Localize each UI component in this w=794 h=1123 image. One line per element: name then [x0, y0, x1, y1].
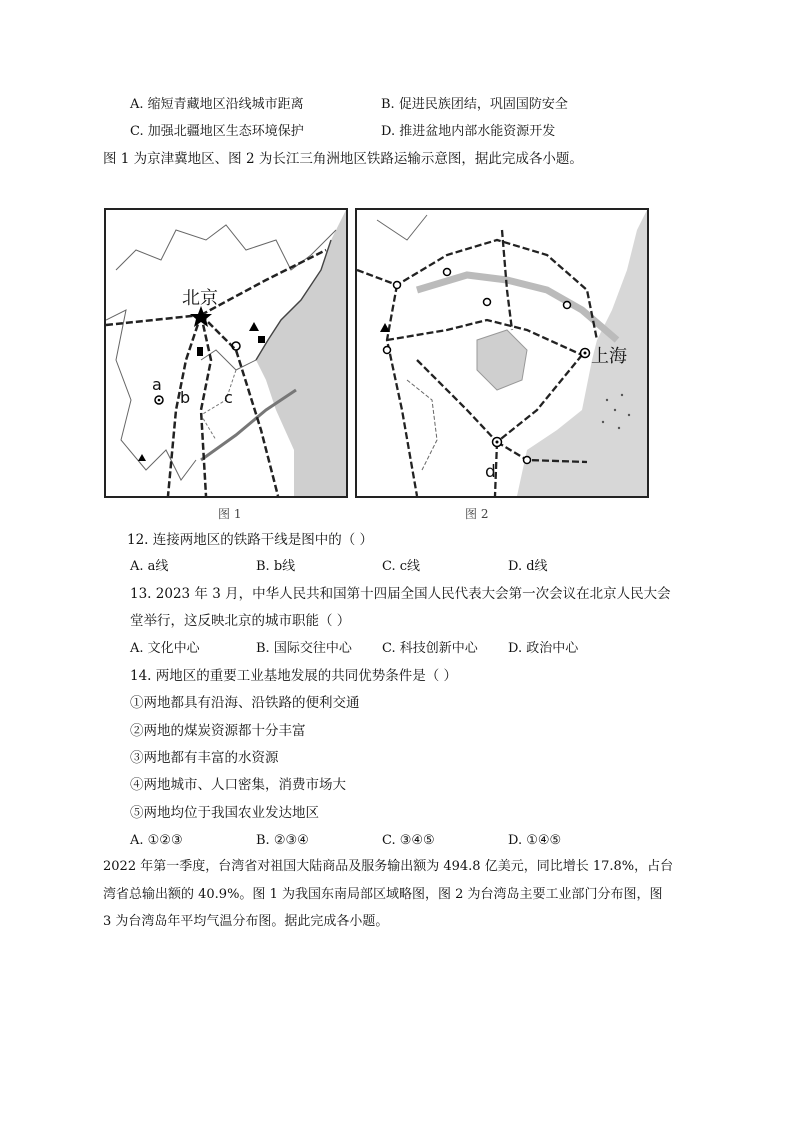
- q12-option-c: C. c线: [382, 559, 421, 574]
- station-icon-1: [394, 282, 401, 289]
- railway-west-line: [106, 315, 201, 325]
- q13-option-d: D. 政治中心: [508, 641, 579, 656]
- q14-option-c: C. ③④⑤: [382, 833, 435, 848]
- shanghai-station-dot: [584, 352, 587, 355]
- q14-item-5: ⑤两地均位于我国农业发达地区: [130, 805, 319, 821]
- q13-option-b: B. 国际交往中心: [256, 641, 352, 656]
- q14-item-4: ④两地城市、人口密集，消费市场大: [130, 777, 346, 793]
- boundary-north: [116, 225, 336, 270]
- figure-2-caption: 图 2: [465, 507, 489, 521]
- q13-option-a: A. 文化中心: [130, 641, 200, 656]
- q12-stem: 12. 连接两地区的铁路干线是图中的（ ）: [127, 532, 374, 548]
- boundary-2: [407, 380, 437, 470]
- q14-option-d: D. ①④⑤: [508, 833, 562, 848]
- q12-option-d: D. d线: [508, 559, 548, 574]
- q14-item-3: ③两地都有丰富的水资源: [130, 750, 279, 766]
- intro2-line3: 3 为台湾岛年平均气温分布图。据此完成各小题。: [103, 914, 389, 929]
- option-c: C. 加强北疆地区生态环境保护: [130, 124, 304, 139]
- option-d: D. 推进盆地内部水能资源开发: [381, 124, 556, 139]
- figure-1-map: [104, 208, 348, 498]
- river: [201, 390, 296, 460]
- intro2-line2: 湾省总输出额的 40.9%。图 1 为我国东南局部区域略图，图 2 为台湾岛主要工业部门分布图，图: [103, 887, 663, 902]
- taihu-lake: [477, 330, 527, 390]
- q13-stem-line2: 堂举行，这反映北京的城市职能（ ）: [130, 613, 351, 629]
- option-b: B. 促进民族团结，巩固国防安全: [381, 97, 568, 112]
- label-b: b: [180, 388, 191, 407]
- q12-option-b: B. b线: [256, 559, 296, 574]
- label-d: d: [485, 462, 496, 482]
- intro-text-1: 图 1 为京津冀地区、图 2 为长江三角洲地区铁路运输示意图，据此完成各小题。: [103, 151, 583, 167]
- station-icon-6: [524, 457, 531, 464]
- figure-2-map: [355, 208, 649, 498]
- option-a: A. 缩短青藏地区沿线城市距离: [130, 97, 304, 112]
- q12-option-a: A. a线: [130, 559, 169, 574]
- city-a-dot: [158, 399, 161, 402]
- q13-stem-line1: 13. 2023 年 3 月，中华人民共和国第十四届全国人民代表大会第一次会议在北京人民大会: [130, 586, 671, 602]
- figure-1-svg: [106, 210, 346, 496]
- q14-stem: 14. 两地区的重要工业基地发展的共同优势条件是（ ）: [130, 668, 458, 684]
- q14-item-1: ①两地都具有沿海、沿铁路的便利交通: [130, 695, 360, 711]
- q14-option-a: A. ①②③: [130, 833, 183, 848]
- mountain-icon-1: [249, 322, 259, 331]
- station-icon-4: [564, 302, 571, 309]
- hangzhou-station-dot: [496, 441, 499, 444]
- railway-north: [357, 240, 597, 340]
- label-beijing: 北京: [182, 288, 218, 309]
- station-icon-3: [484, 299, 491, 306]
- railway-west: [201, 315, 211, 496]
- label-shanghai: 上海: [591, 346, 627, 367]
- intro2-line1: 2022 年第一季度，台湾省对祖国大陆商品及服务输出额为 494.8 亿美元，同比增长 17.8%，占台: [103, 859, 674, 874]
- mountain-icon-2: [138, 454, 146, 461]
- bohai-sea: [256, 210, 346, 496]
- station-icon-2: [444, 269, 451, 276]
- label-c: c: [224, 388, 233, 407]
- port-icon: [258, 336, 265, 343]
- station-icon-5: [384, 347, 391, 354]
- q14-option-b: B. ②③④: [256, 833, 309, 848]
- boundary-1: [377, 215, 427, 240]
- railway-west: [387, 285, 417, 496]
- q13-option-c: C. 科技创新中心: [382, 641, 478, 656]
- q14-item-2: ②两地的煤炭资源都十分丰富: [130, 723, 306, 739]
- mine-icon: [197, 347, 203, 356]
- figure-1-caption: 图 1: [218, 507, 242, 521]
- label-a: a: [152, 375, 162, 394]
